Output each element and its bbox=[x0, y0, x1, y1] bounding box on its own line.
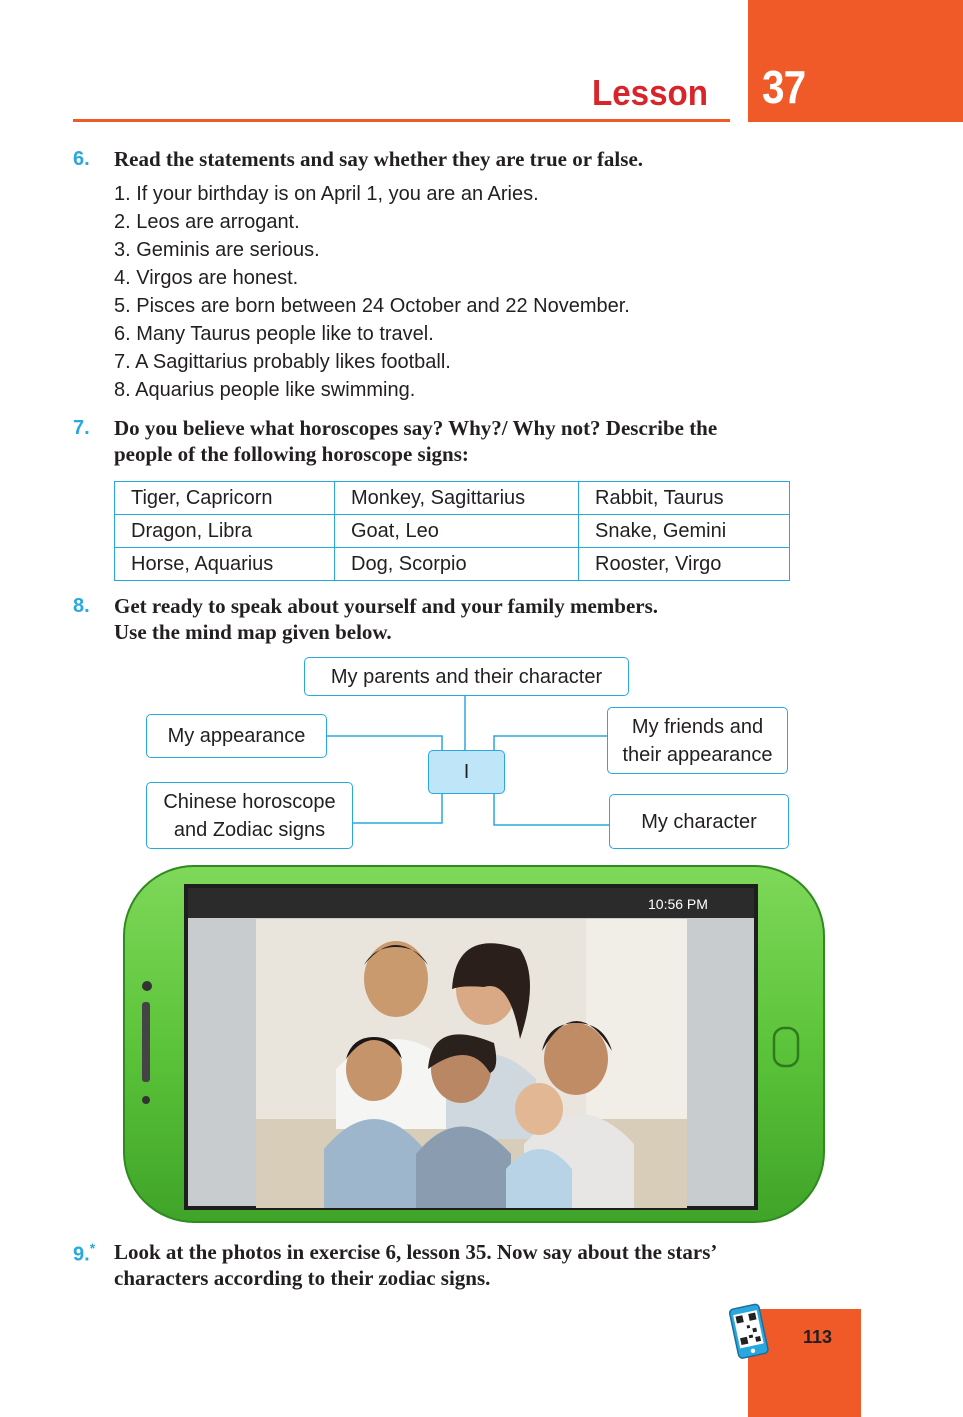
exercise-8-number: 8. bbox=[73, 595, 90, 617]
exercise-7-number: 7. bbox=[73, 417, 90, 439]
mind-map-node-line: their appearance bbox=[622, 743, 773, 766]
statement-item: 8. Aquarius people like swimming. bbox=[114, 379, 416, 401]
exercise-9-title bbox=[114, 1239, 894, 1291]
mind-map-node-friends bbox=[607, 707, 788, 774]
table-row bbox=[115, 482, 790, 515]
exercise-9-number bbox=[73, 1240, 95, 1267]
statement-item: 5. Pisces are born between 24 October and 22 November. bbox=[114, 295, 630, 317]
exercise-9-star: * bbox=[89, 1240, 96, 1256]
exercise-7-title-line: Do you believe what horoscopes say? Why?/ Why not? Describe the bbox=[114, 416, 718, 440]
exercise-6-number: 6. bbox=[73, 148, 90, 170]
statement-item: 3. Geminis are serious. bbox=[114, 239, 320, 261]
lesson-heading: Lesson bbox=[592, 72, 708, 113]
statement-item: 4. Virgos are honest. bbox=[114, 267, 299, 289]
table-cell: Horse, Aquarius bbox=[115, 548, 335, 581]
exercise-8-title-line: Get ready to speak about yourself and your family members. bbox=[114, 594, 659, 618]
exercise-7-title-line: people of the following horoscope signs: bbox=[114, 442, 469, 466]
table-cell: Rooster, Virgo bbox=[579, 548, 790, 581]
family-photo bbox=[256, 919, 687, 1208]
table-cell: Dog, Scorpio bbox=[335, 548, 579, 581]
mind-map-node-line: Chinese horoscope bbox=[163, 790, 336, 813]
header-divider bbox=[73, 119, 730, 122]
statement-item: 2. Leos are arrogant. bbox=[114, 211, 300, 233]
mind-map-node-horoscope bbox=[146, 782, 353, 849]
mind-map-node-character: My character bbox=[609, 794, 789, 849]
statement-list bbox=[114, 180, 630, 404]
table-row bbox=[115, 548, 790, 581]
mind-map-node-line: My friends and bbox=[631, 715, 764, 738]
statement-item: 7. A Sagittarius probably likes football. bbox=[114, 351, 451, 373]
mind-map-node-line: and Zodiac signs bbox=[173, 818, 326, 841]
statement-item: 6. Many Taurus people like to travel. bbox=[114, 323, 434, 345]
qr-phone-icon bbox=[724, 1300, 776, 1364]
exercise-6-title: Read the statements and say whether they are true or false. bbox=[114, 147, 644, 171]
table-cell: Goat, Leo bbox=[335, 515, 579, 548]
mind-map-center-node: I bbox=[428, 750, 505, 794]
page-number: 113 bbox=[803, 1327, 833, 1347]
exercise-9-number-text: 9. bbox=[73, 1243, 90, 1266]
table-cell: Snake, Gemini bbox=[579, 515, 790, 548]
exercise-8-title bbox=[114, 593, 894, 645]
exercise-9-title-line: characters according to their zodiac signs. bbox=[114, 1266, 491, 1290]
mind-map-node-parents: My parents and their character bbox=[304, 657, 629, 696]
phone-status-time: 10:56 PM bbox=[648, 896, 708, 912]
horoscope-signs-table bbox=[114, 481, 790, 581]
exercise-7-title bbox=[114, 415, 894, 467]
table-row bbox=[115, 515, 790, 548]
statement-item: 1. If your birthday is on April 1, you are an Aries. bbox=[114, 183, 539, 205]
exercise-8-title-line: Use the mind map given below. bbox=[114, 620, 392, 644]
mind-map-node-appearance: My appearance bbox=[146, 714, 327, 758]
exercise-9-title-line: Look at the photos in exercise 6, lesson 35. Now say about the stars’ bbox=[114, 1240, 718, 1264]
table-cell: Rabbit, Taurus bbox=[579, 482, 790, 515]
table-cell: Dragon, Libra bbox=[115, 515, 335, 548]
lesson-number: 37 bbox=[762, 61, 806, 113]
table-cell: Tiger, Capricorn bbox=[115, 482, 335, 515]
table-cell: Monkey, Sagittarius bbox=[335, 482, 579, 515]
